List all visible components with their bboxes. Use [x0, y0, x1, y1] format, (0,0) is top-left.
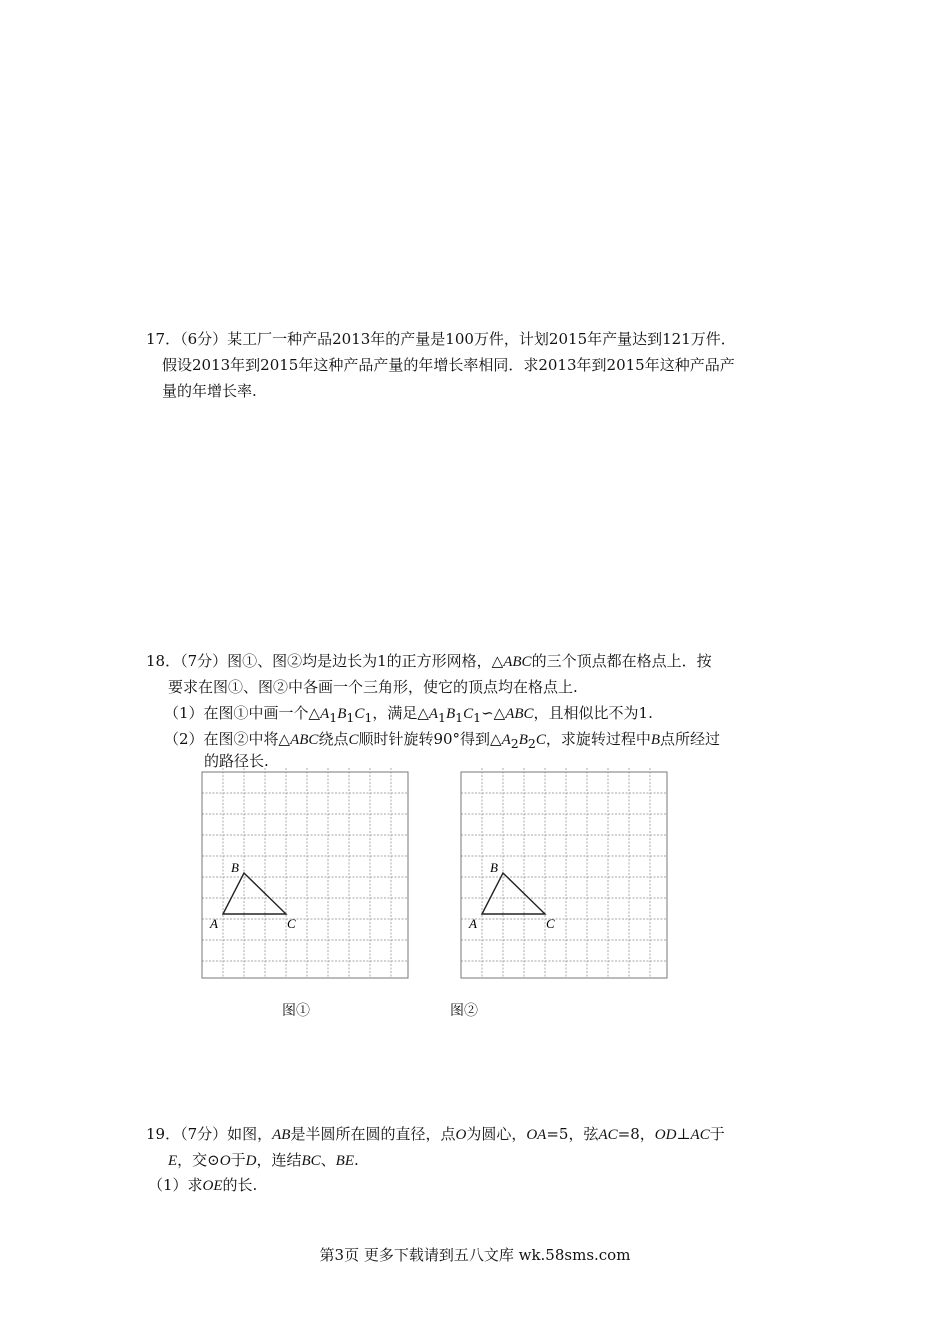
- grid-border: [461, 772, 667, 978]
- figure-1-caption: 图①: [282, 1003, 310, 1019]
- q17-line-3: 量的年增长率.: [162, 382, 257, 400]
- q17-line-1: 17．（6分）某工厂一种产品2013年的产量是100万件，计划2015年产量达到121万件．: [146, 330, 736, 348]
- vertex-a-label: A: [469, 916, 477, 931]
- grid-figure-1: [198, 768, 414, 982]
- q19-line-1: 19．（7分）如图，AB是半圆所在圆的直径，点O为圆心，OA=5，弦AC=8，OD⊥AC于: [146, 1125, 725, 1143]
- q18-line-5: 的路径长.: [204, 752, 269, 770]
- triangle-abc: [223, 873, 286, 914]
- triangle-abc: [482, 873, 545, 914]
- q18-part-2: （2）在图②中将△ABC绕点C顺时针旋转90°得到$\triangle A_2B_2C$，求旋转过程中B点所经过: [164, 730, 721, 751]
- q19-line-2: E，交⊙O于D，连结BC、BE.: [168, 1151, 359, 1169]
- q18-part-1: （1）在图①中画一个$\triangle A_1B_1C_1$，满足$\triangle A_1B_1C_1∽\triangle ABC$，且相似比不为1.: [164, 704, 653, 725]
- vertex-c-label: C: [546, 916, 555, 931]
- vertex-a-label: A: [210, 916, 218, 931]
- figure-2-caption: 图②: [450, 1003, 478, 1019]
- grid-border: [202, 772, 408, 978]
- q17-line-2: 假设2013年到2015年这种产品产量的年增长率相同．求2013年到2015年这种产品产: [162, 356, 735, 374]
- vertex-c-label: C: [287, 916, 296, 931]
- vertex-b-label: B: [490, 860, 498, 875]
- q19-part-1: （1）求OE的长.: [148, 1176, 258, 1194]
- q18-line-1: 18．（7分）图①、图②均是边长为1的正方形网格，△ABC的三个顶点都在格点上．按: [146, 652, 712, 670]
- grid-figure-2: [457, 768, 673, 982]
- page-footer: 第3页 更多下载请到五八文库 wk.58sms.com: [319, 1246, 631, 1264]
- q18-line-2: 要求在图①、图②中各画一个三角形，使它的顶点均在格点上.: [168, 678, 578, 696]
- vertex-b-label: B: [231, 860, 239, 875]
